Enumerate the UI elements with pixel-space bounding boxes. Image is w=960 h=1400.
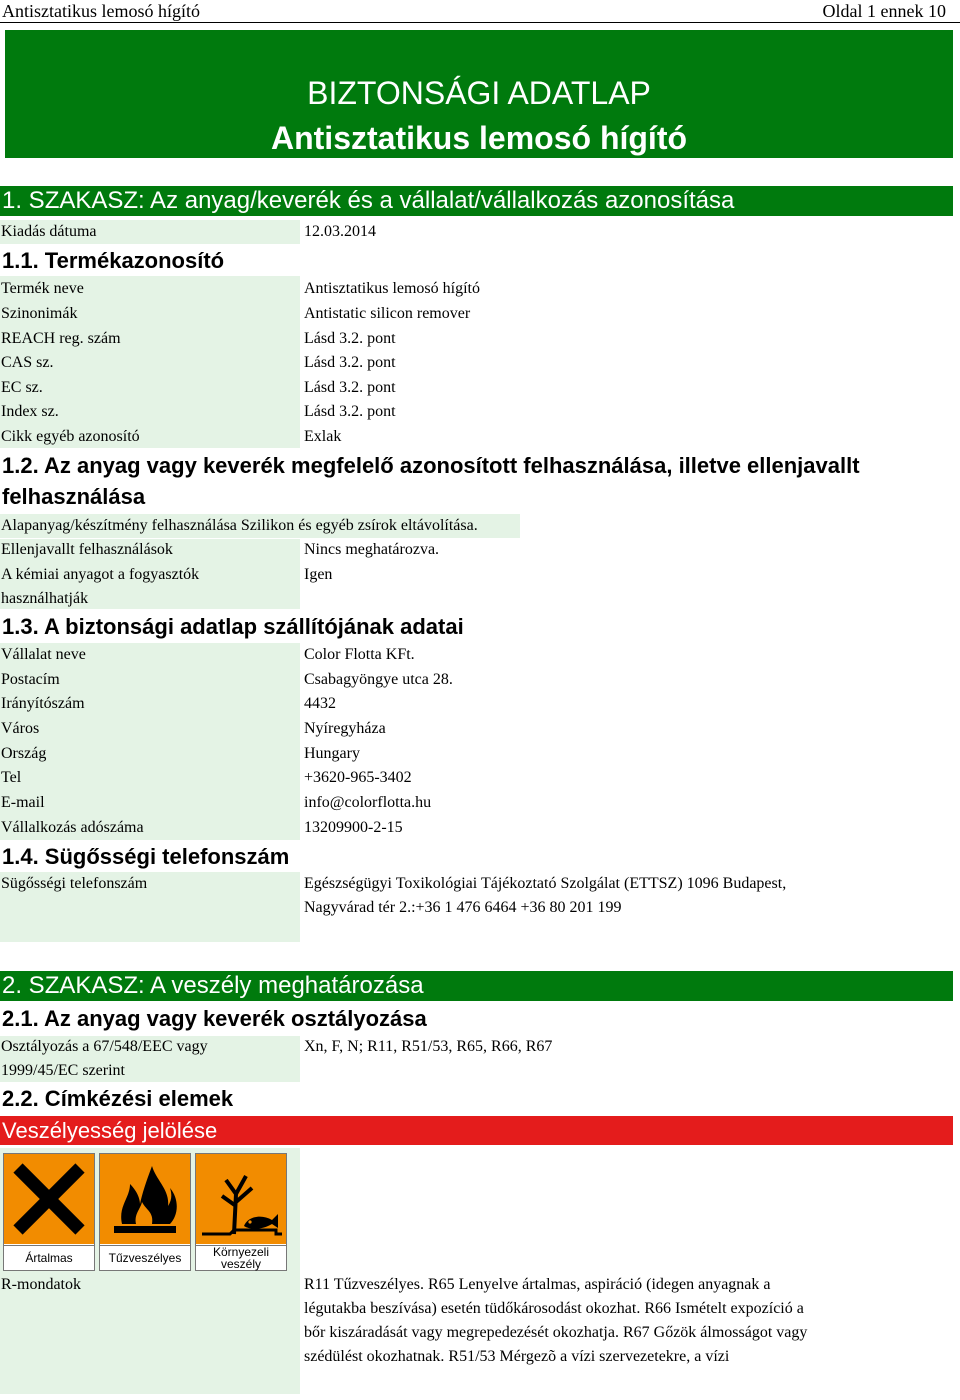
issue-date-label: Kiadás dátuma — [1, 223, 97, 240]
index-label: Index sz. — [1, 403, 59, 420]
r-phrases-line2: légutakba beszívása) esetén tüdőkárosodást okozhat. R66 Ismételt expozíció a — [304, 1300, 804, 1317]
r-phrases-line1: R11 Tűzveszélyes. R65 Lenyelve ártalmas, aspiráció (idegen anyagnak a — [304, 1276, 771, 1293]
index-value: Lásd 3.2. pont — [304, 403, 396, 420]
pictogram-environment — [195, 1153, 287, 1271]
doc-title: BIZTONSÁGI ADATLAP — [307, 75, 651, 111]
zip-value: 4432 — [304, 695, 336, 712]
city-label: Város — [1, 720, 40, 737]
ec-value: Lásd 3.2. pont — [304, 379, 396, 396]
r-phrases-label: R-mondatok — [1, 1276, 81, 1293]
product-title: Antisztatikus lemosó hígító — [270, 120, 688, 156]
r-phrases-line3: bőr kiszáradását vagy megrepedezését okozhatja. R67 Gőzök álmosságot vagy — [304, 1324, 808, 1341]
zip-label: Irányítószám — [1, 695, 85, 712]
phone-value: +3620-965-3402 — [304, 769, 412, 786]
pictogram-caption — [196, 1245, 286, 1270]
header-divider — [0, 22, 960, 23]
other-id-label: Cikk egyéb azonosító — [1, 428, 140, 445]
pictogram-flammable — [99, 1153, 191, 1271]
postal-address-value: Csabagyöngye utca 28. — [304, 671, 453, 688]
pictogram-caption-line2: veszély — [220, 1257, 261, 1271]
flame-icon — [100, 1154, 190, 1244]
company-name-label: Vállalat neve — [1, 646, 86, 663]
classification-label-line1: Osztályozás a 67/548/EEC vagy — [1, 1038, 208, 1055]
section-2-heading: 2. SZAKASZ: A veszély meghatározása — [0, 971, 953, 1001]
consumer-use-label-line2: használhatják — [1, 590, 89, 607]
section-1-heading: 1. SZAKASZ: Az anyag/keverék és a vállalat/vállalkozás azonosítása — [0, 186, 953, 216]
country-value: Hungary — [304, 745, 360, 762]
email-label: E-mail — [1, 794, 45, 811]
country-label: Ország — [1, 745, 47, 762]
pictogram-caption: Tűzveszélyes — [100, 1245, 190, 1270]
reach-label: REACH reg. szám — [1, 330, 121, 347]
classification-value: Xn, F, N; R11, R51/53, R65, R66, R67 — [304, 1038, 553, 1055]
city-value: Nyíregyháza — [304, 720, 386, 737]
postal-address-label: Postacím — [1, 671, 60, 688]
issue-date-value: 12.03.2014 — [304, 223, 376, 240]
subsection-2-2-heading: 2.2. Címkézési elemek — [2, 1086, 234, 1111]
emergency-phone-value-line2: Nagyvárad tér 2.:+36 1 476 6464 +36 80 201 199 — [304, 899, 622, 916]
synonyms-value: Antistatic silicon remover — [304, 305, 471, 322]
subsection-1-3-heading: 1.3. A biztonsági adatlap szállítójának adatai — [2, 614, 464, 639]
subsection-2-1-heading: 2.1. Az anyag vagy keverék osztályozása — [2, 1006, 427, 1031]
subsection-1-2-heading-line1: 1.2. Az anyag vagy keverék megfelelő azonosított felhasználása, illetve ellenjavallt — [2, 453, 860, 478]
page-info: Oldal 1 ennek 10 — [822, 1, 946, 21]
company-name-value: Color Flotta KFt. — [304, 646, 415, 663]
tax-number-label: Vállalkozás adószáma — [1, 819, 144, 836]
classification-label-line2: 1999/45/EC szerint — [1, 1062, 125, 1079]
r-phrases-line4: szédülést okozhatnak. R51/53 Mérgezõ a vízi szervezetekre, a vízi — [304, 1348, 730, 1365]
consumer-use-value: Igen — [304, 566, 333, 583]
product-name-value: Antisztatikus lemosó hígító — [304, 280, 480, 297]
pictogram-caption-line1: Környezeli — [212, 1245, 270, 1259]
use-text: Alapanyag/készítmény felhasználása Szilikon és egyéb zsírok eltávolítása. — [1, 517, 478, 534]
subsection-1-1-heading: 1.1. Termékazonosító — [2, 248, 225, 273]
pictogram-harmful — [3, 1153, 95, 1271]
reach-value: Lásd 3.2. pont — [304, 330, 396, 347]
consumer-use-label-line1: A kémiai anyagot a fogyasztók — [1, 566, 200, 583]
contraindicated-value: Nincs meghatározva. — [304, 541, 440, 558]
tax-number-value: 13209900-2-15 — [304, 819, 403, 836]
synonyms-label: Szinonimák — [1, 305, 78, 322]
contraindicated-label: Ellenjavallt felhasználások — [1, 541, 173, 558]
cas-value: Lásd 3.2. pont — [304, 354, 396, 371]
doc-name-header: Antisztatikus lemosó hígító — [2, 1, 200, 21]
harmful-x-icon — [4, 1154, 94, 1244]
hazard-marking-bar: Veszélyesség jelölése — [0, 1116, 953, 1145]
email-value: info@colorflotta.hu — [304, 794, 432, 811]
environment-hazard-icon — [196, 1154, 286, 1244]
emergency-phone-value-line1: Egészségügyi Toxikológiai Tájékoztató Szolgálat (ETTSZ) 1096 Budapest, — [304, 875, 787, 892]
cas-label: CAS sz. — [1, 354, 54, 371]
ec-label: EC sz. — [1, 379, 43, 396]
phone-label: Tel — [1, 769, 22, 786]
pictogram-caption: Ártalmas — [4, 1245, 94, 1270]
subsection-1-4-heading: 1.4. Sügősségi telefonszám — [2, 844, 290, 869]
product-name-label: Termék neve — [1, 280, 84, 297]
subsection-1-2-heading-line2: felhasználása — [2, 484, 146, 509]
other-id-value: Exlak — [304, 428, 342, 445]
emergency-phone-label: Sügősségi telefonszám — [1, 875, 148, 892]
